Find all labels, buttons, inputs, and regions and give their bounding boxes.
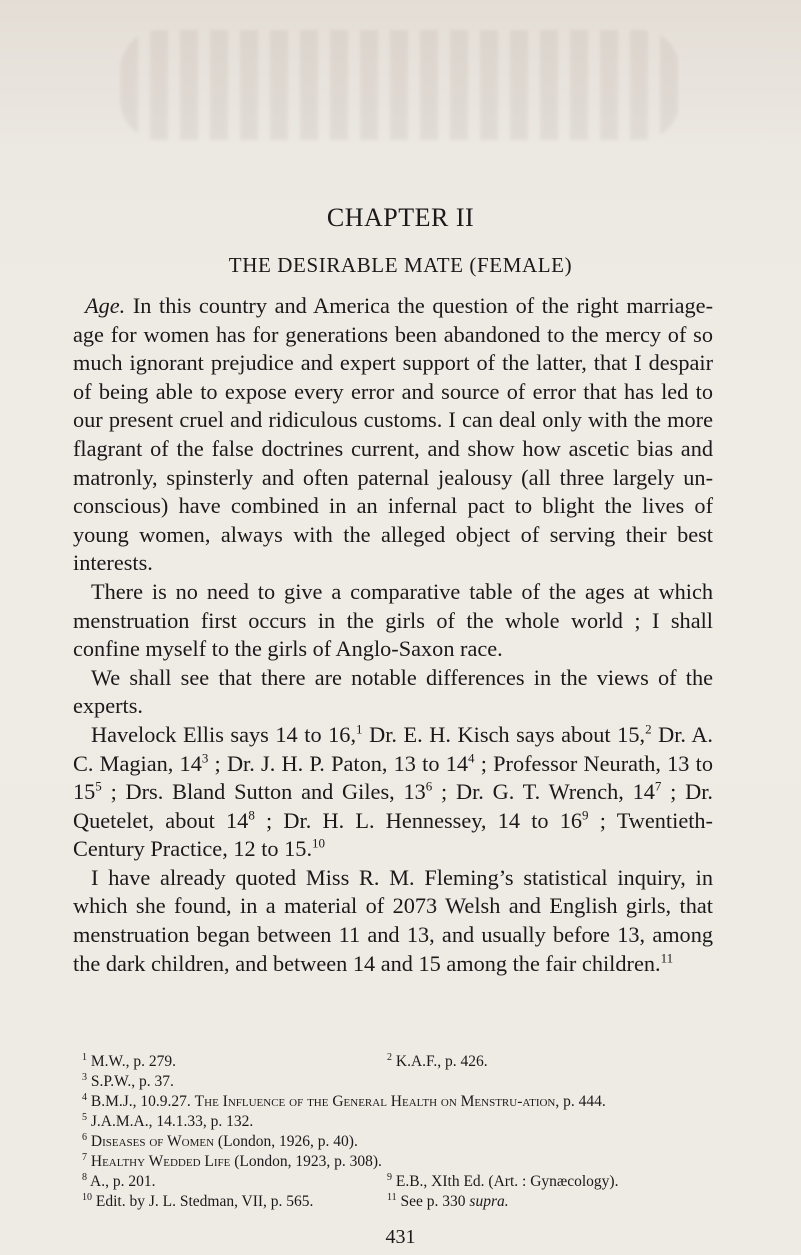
footnote-ref: 9: [582, 807, 589, 823]
page-number: 431: [385, 1226, 416, 1248]
paragraph-menstruation: There is no need to give a comparative table of the ages at which menstruation first occurs in the girls of the whole world ; I shall confine myself to the girls of Anglo-Saxon race.: [73, 578, 713, 662]
footnote-ref: 7: [654, 778, 662, 794]
age-lead: Age.: [85, 293, 126, 318]
paragraph-age-text: In this country and America the question of the right marriage-age for women has for generations been abandoned to the mercy of so much ignorant prejudice and expert support of the latter, that I despair of being able to expose every error and source of error that has led to our present cruel and ridiculous customs. I can deal only with the more flagrant of the false doctrines current, and show how ascetic bias and matronly, spinsterly and often paternal jealousy (all three largely un-conscious) have combined in an infernal pact to blight the lives of young women, always with the alleged object of serving their best interests.: [73, 293, 713, 576]
footnote-10: $^{10}$ Edit. by J. L. Stedman, VII, p. 565.: [82, 1191, 314, 1210]
paragraph-experts: We shall see that there are notable differences in the views of the experts.: [73, 664, 713, 719]
footnote-ref: 8: [248, 807, 255, 823]
footnote-ref: 10: [312, 835, 326, 851]
paragraph-age: [73, 292, 713, 578]
footnotes: [82, 1052, 717, 1212]
footnote-1: $^1$ M.W., p. 279.: [82, 1051, 176, 1070]
footnote-7: $^7$ Healthy Wedded Life (London, 1923, p. 308).: [82, 1151, 382, 1170]
footnote-ref: 1: [356, 721, 363, 737]
show-through-text: [120, 30, 680, 140]
footnote-ref: 5: [95, 778, 102, 794]
footnote-2: $^2$ K.A.F., p. 426.: [387, 1051, 488, 1070]
paragraph-ages-list: Havelock Ellis says 14 to 16,$^1$ Dr. E. H. Kisch says about 15,$^2$ Dr. A. C. Magian, $14^3$ ; Dr. J. H. P. Paton, 13 to $14^4$ ; Professor Neurath, 13 to $15^5$ ; Drs. Bland Sutton and Giles, $13^6$ ; Dr. G. T. Wrench, $14^7$ ; Dr. Quetelet, about $14^8$ ; Dr. H. L. Hennessey, 14 to $16^9$ ; Twentieth-Century Practice, 12 to 15.10: [73, 721, 714, 862]
body-text: [73, 292, 713, 978]
footnote-row: [82, 1192, 717, 1212]
chapter-title: THE DESIRABLE MATE (FEMALE): [228, 253, 573, 277]
footnote-row: [82, 1052, 717, 1072]
footnote-ref: 6: [425, 778, 433, 794]
footnote-6: $^6$ Diseases of Women (London, 1926, p. 40).: [82, 1131, 358, 1150]
paragraph-fleming: I have already quoted Miss R. M. Fleming’s statistical inquiry, in which she found, in a material of 2073 Welsh and English girls, that menstruation began between 11 and 13, and usually before 13, among the dark children, and between 14 and 15 among the fair children.$^{11}$: [73, 864, 713, 976]
footnote-ref: 2: [645, 721, 652, 737]
footnote-9: $^9$ E.B., XIth Ed. (Art. : Gynæcology).: [387, 1171, 619, 1190]
footnote-5: $^5$ J.A.M.A., 14.1.33, p. 132.: [82, 1111, 254, 1130]
footnote-8: $^8$ A., p. 201.: [82, 1171, 156, 1190]
footnote-4: $^4$ B.M.J., 10.9.27. The Influence of the General Health on Menstru-ation, p. 444.: [82, 1091, 606, 1110]
footnote-11: $^{11}$ See p. 330 supra.: [387, 1191, 509, 1210]
footnote-3: $^3$ S.P.W., p. 37.: [82, 1071, 174, 1090]
footnote-ref: 3: [201, 750, 209, 766]
footnote-row: [82, 1172, 717, 1192]
footnote-ref: 4: [468, 750, 475, 766]
chapter-heading: CHAPTER II: [326, 203, 475, 232]
footnote-ref: 11: [660, 950, 674, 966]
